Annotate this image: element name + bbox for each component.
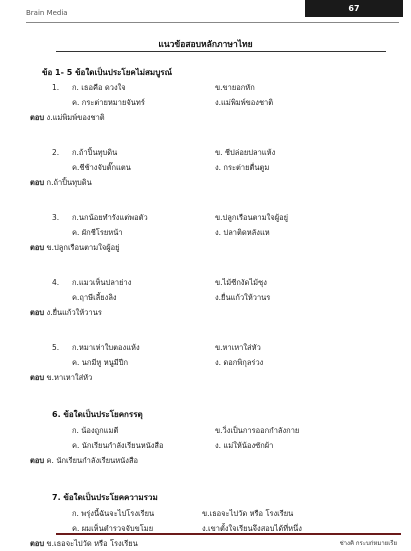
answer-label: ตอบ: [30, 243, 45, 252]
option-a: ก.ถ้าปิ้นทุบดิน: [72, 148, 118, 157]
option-d: ง.ยื่นแก้วให้วานร: [215, 293, 271, 302]
answer-text: ง.แม่พิมพ์ของชาติ: [46, 113, 105, 122]
answer-line: [30, 240, 382, 255]
option-b: ข.หาเหาใส่หัว: [215, 343, 261, 352]
answer-label: ตอบ: [30, 456, 45, 465]
option-row: [42, 160, 382, 175]
option-c: ค. นกมีหู หนูมีปีก: [72, 358, 129, 367]
header-brand: Brain Media: [26, 9, 68, 17]
answer-text: ข.หาเหาใส่หัว: [46, 373, 93, 382]
option-row: [42, 225, 382, 240]
option-row: [42, 80, 382, 95]
option-b: ข.ปลูกเรือนตามใจผู้อยู่: [215, 213, 289, 222]
question-6: [30, 407, 382, 468]
question-4: [30, 275, 382, 320]
answer-text: ค. นักเรียนกำลังเรียนหนังสือ: [46, 456, 139, 465]
page-title: แนวข้อสอบหลักภาษาไทย: [158, 40, 253, 50]
page-number-tab: 67: [305, 0, 403, 17]
option-a: ก.แมวเห็นปลาย่าง: [72, 278, 132, 287]
option-row: [42, 290, 382, 305]
question-number: 1.: [52, 83, 60, 92]
option-b: ข.วิ่งเป็นการออกกำลังกาย: [215, 426, 300, 435]
answer-text: ง.ยื่นแก้วให้วานร: [46, 308, 102, 317]
option-a: ก. พรุ่งนี้ฉันจะไปโรงเรียน: [72, 509, 155, 518]
option-d: ง. แม่ให้น้องซักผ้า: [215, 441, 274, 450]
option-d: ง. กระต่ายตื่นตูม: [215, 163, 270, 172]
question-7: [30, 490, 382, 551]
answer-label: ตอบ: [30, 113, 45, 122]
option-c: ค. นักเรียนกำลังเรียนหนังสือ: [72, 441, 164, 450]
option-a: ก. น้องถูกแมตี: [72, 426, 119, 435]
option-c: ค.ชีช้างจับตั๊กแตน: [72, 163, 131, 172]
document-body: [30, 66, 382, 551]
option-row: [42, 210, 382, 225]
header-divider: [26, 22, 399, 23]
option-d: ง. ปลาติดหลังแห: [215, 228, 270, 237]
section1-heading: ข้อ 1- 5 ข้อใดเป็นประโยคไม่สมบูรณ์: [42, 68, 172, 77]
option-a: ก.หมาเห่าใบตองแห้ง: [72, 343, 140, 352]
question-3: [30, 210, 382, 255]
answer-line: [30, 370, 382, 385]
answer-label: ตอบ: [30, 539, 45, 548]
answer-label: ตอบ: [30, 178, 45, 187]
footer-divider: [56, 533, 401, 535]
answer-label: ตอบ: [30, 373, 45, 382]
option-row: [42, 355, 382, 370]
answer-text: ข.เธอจะไปวัด หรือ โรงเรียน: [46, 539, 138, 548]
option-a: ก. เธอคือ ดวงใจ: [72, 83, 126, 92]
option-row: [42, 275, 382, 290]
option-row: [42, 423, 382, 438]
question-number: 5.: [52, 343, 60, 352]
answer-text: ก.ถ้าปิ้นทุบดิน: [46, 178, 92, 187]
option-d: ง.เขาตั้งใจเรียนจึงสอบได้ที่หนึ่ง: [202, 524, 302, 533]
question-number: 2.: [52, 148, 60, 157]
option-row: [42, 145, 382, 160]
option-c: ค. ผมเห็นตำรวจจับขโมย: [72, 524, 154, 533]
question-1: [30, 80, 382, 125]
question-5: [30, 340, 382, 385]
option-row: [42, 95, 382, 110]
question-7-heading: 7. ข้อใดเป็นประโยคความรวม: [52, 493, 158, 502]
footer-text: ช่างคิ กระบก่หมายเรีย: [339, 540, 397, 547]
option-row: [42, 438, 382, 453]
option-row: [42, 506, 382, 521]
option-b: ข.ขายอกหัก: [215, 83, 255, 92]
question-number: 4.: [52, 278, 60, 287]
option-b: ข.เธอจะไปวัด หรือ โรงเรียน: [202, 509, 294, 518]
option-c: ค. ผักชีโรยหน้า: [72, 228, 123, 237]
answer-text: ข.ปลูกเรือนตามใจผู้อยู่: [46, 243, 120, 252]
option-d: ง.แม่พิมพ์ของชาติ: [215, 98, 274, 107]
answer-line: [30, 305, 382, 320]
option-row: [42, 340, 382, 355]
answer-line: [30, 110, 382, 125]
option-c: ค.ฤาษีเลี้ยงลิง: [72, 293, 117, 302]
option-b: ข.ไม้ซีกงัดไม้ซุง: [215, 278, 267, 287]
question-number: 3.: [52, 213, 60, 222]
question-6-heading: 6. ข้อใดเป็นประโยคกรรตุ: [52, 410, 143, 419]
answer-line: [30, 453, 382, 468]
answer-label: ตอบ: [30, 308, 45, 317]
question-2: [30, 145, 382, 190]
option-d: ง. ดอกพิกุลร่วง: [215, 358, 264, 367]
option-b: ข. ชีปล่อยปลาแห้ง: [215, 148, 276, 157]
answer-line: [30, 536, 382, 551]
option-a: ก.นกน้อยทำรังแต่พอตัว: [72, 213, 148, 222]
answer-line: [30, 175, 382, 190]
option-c: ค. กระต่ายหมายจันทร์: [72, 98, 145, 107]
title-underline: [56, 51, 386, 52]
